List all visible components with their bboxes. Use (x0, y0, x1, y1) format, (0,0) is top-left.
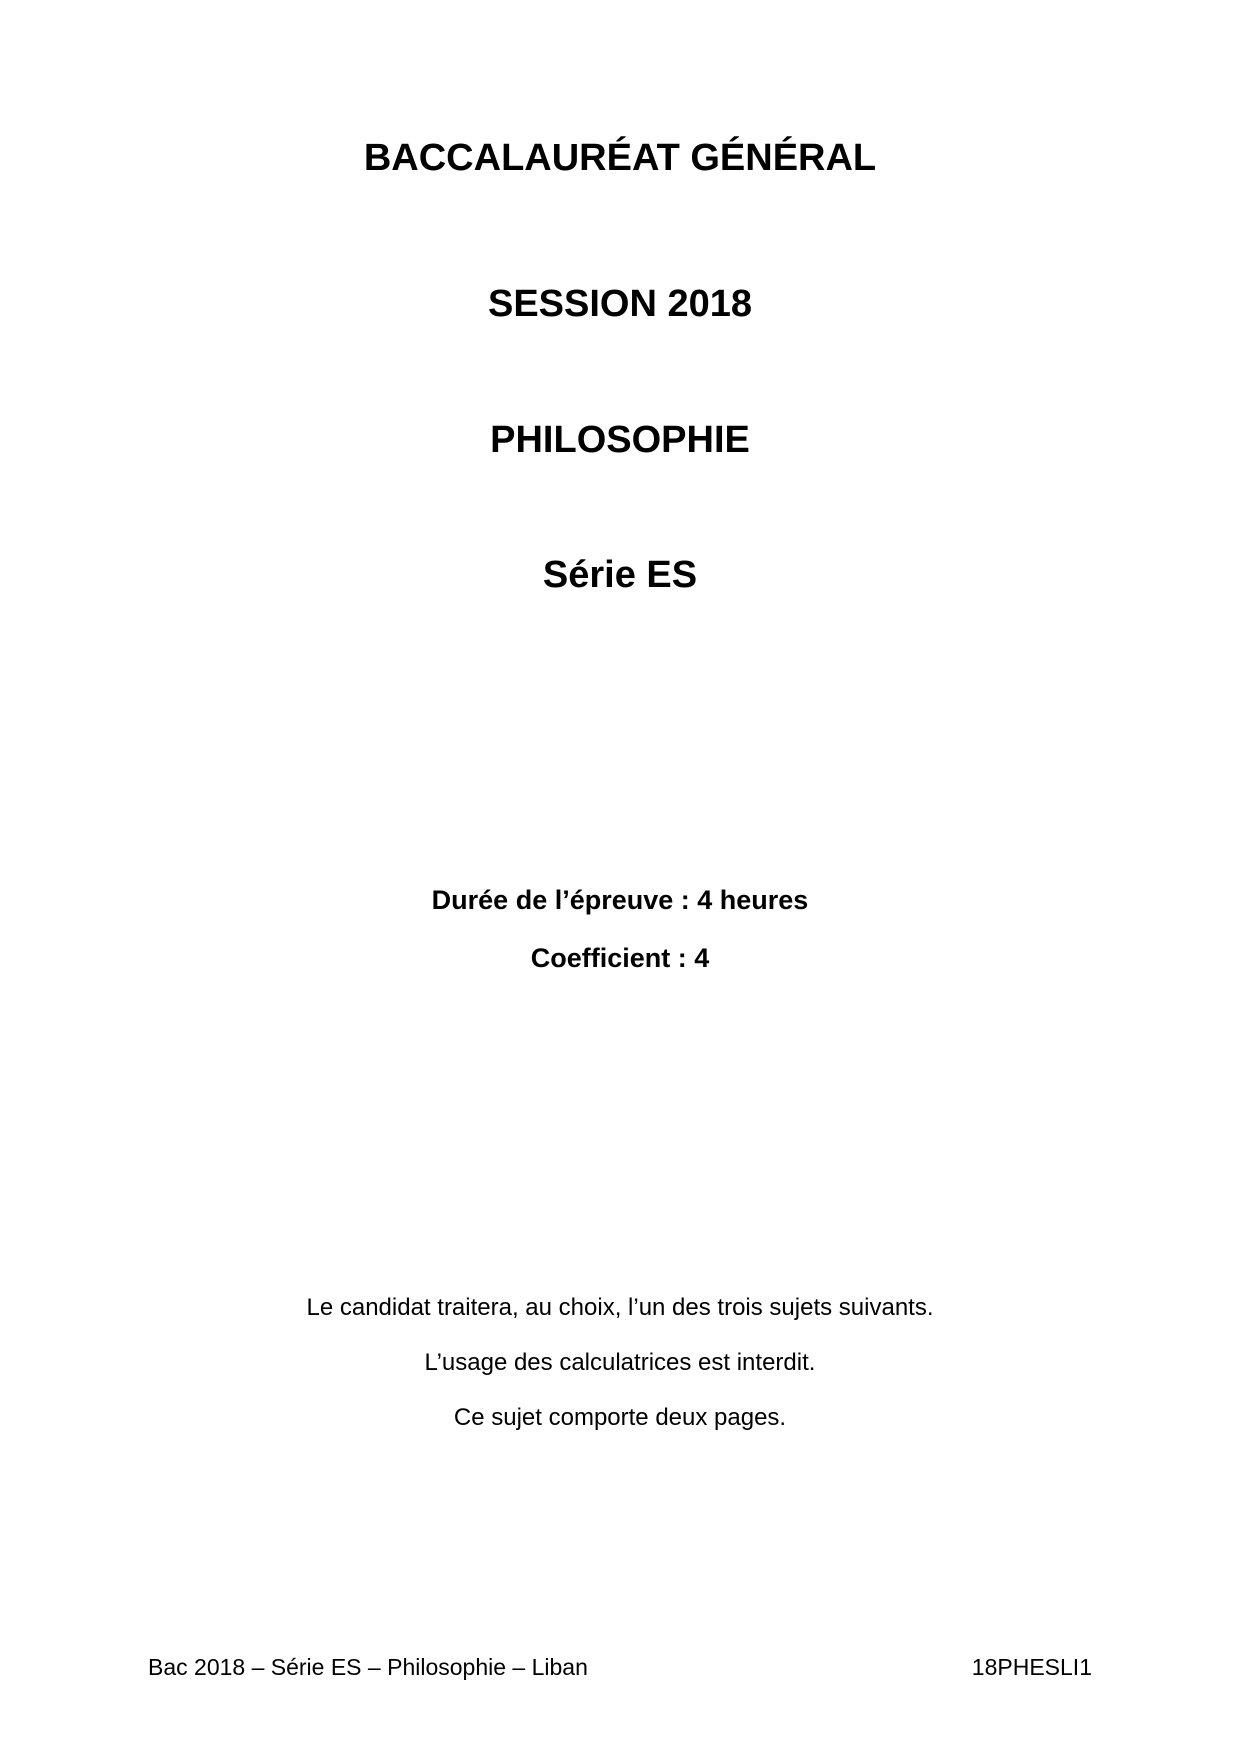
instruction-choice: Le candidat traitera, au choix, l’un des trois sujets suivants. (306, 1294, 934, 1321)
footer-code: 18PHESLI1 (971, 1654, 1092, 1680)
session-title: SESSION 2018 (487, 283, 753, 325)
instruction-calculators: L’usage des calculatrices est interdit. (424, 1349, 816, 1376)
duration-text: Durée de l’épreuve : 4 heures (431, 885, 809, 915)
footer-exam-label: Bac 2018 – Série ES – Philosophie – Liban (148, 1654, 588, 1680)
exam-title: BACCALAURÉAT GÉNÉRAL (363, 137, 877, 179)
subject-title: PHILOSOPHIE (490, 419, 750, 461)
instruction-pages: Ce sujet comporte deux pages. (453, 1404, 787, 1431)
series-title: Série ES (542, 554, 698, 596)
coefficient-text: Coefficient : 4 (530, 943, 710, 973)
